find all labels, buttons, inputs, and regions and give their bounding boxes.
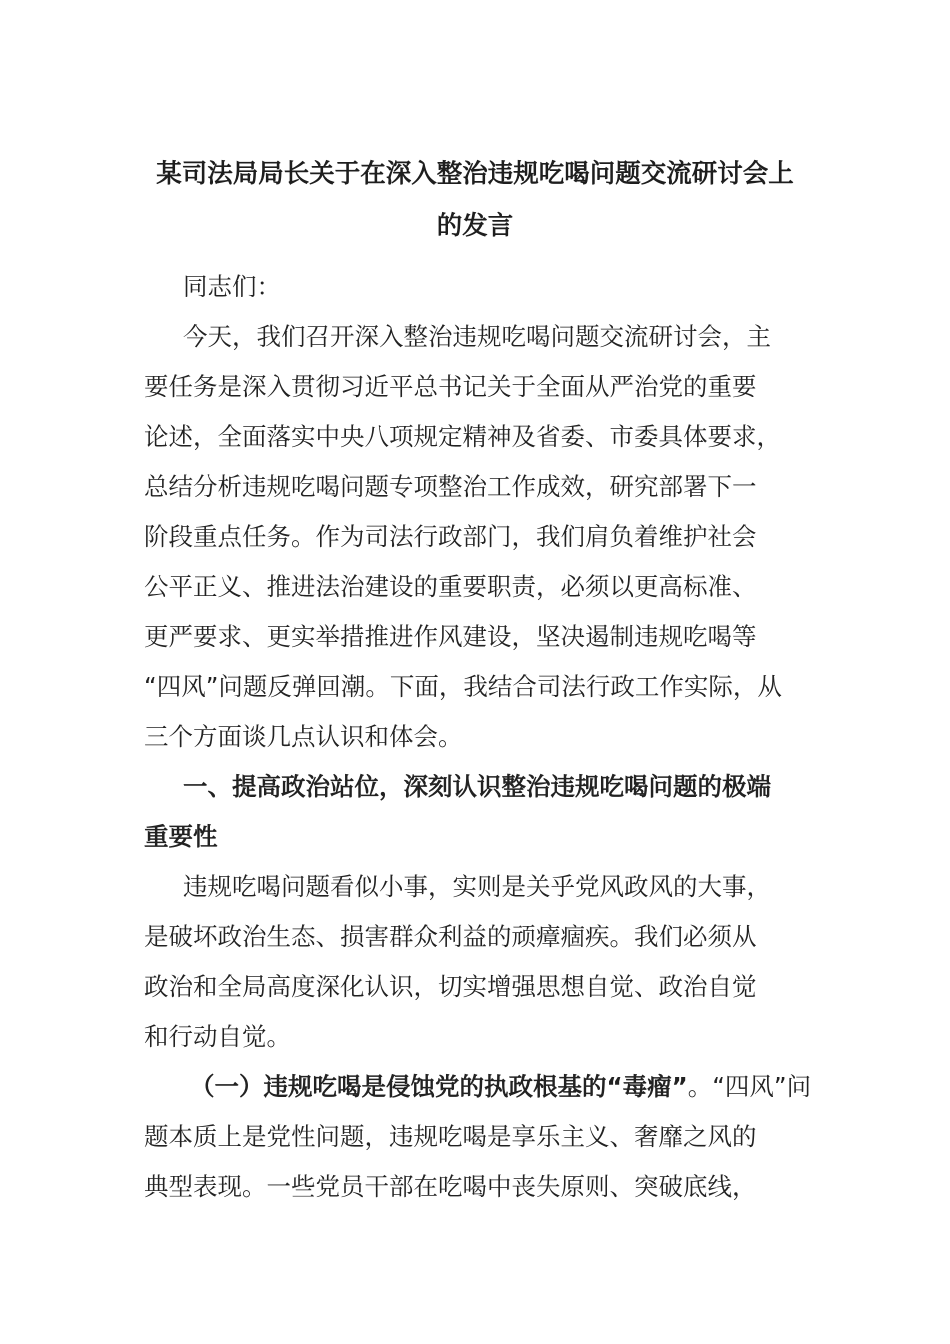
subsection-paragraph [144,1062,812,1212]
title-line: 某司法局局长关于在深入整治违规吃喝问题交流研讨会上 [156,159,794,189]
text-line: 要任务是深入贯彻习近平总书记关于全面从严治党的重要 [144,372,757,401]
title-line: 的发言 [436,211,514,241]
section-heading [144,762,806,862]
heading-line: 一、提高政治站位，深刻认识整治违规吃喝问题的极端 [183,772,771,801]
greeting-paragraph [144,262,806,312]
text-line: 和行动自觉。 [144,1022,291,1051]
text-line: 题本质上是党性问题，违规吃喝是享乐主义、奢靡之风的 [144,1122,757,1151]
subsection-lead-rest: 。“四风”问 [687,1072,812,1101]
subsection-lead-line [144,1062,812,1112]
document-title [144,148,806,252]
subsection-heading: （一）违规吃喝是侵蚀党的执政根基的“毒瘤” [190,1072,688,1101]
text-line: 三个方面谈几点认识和体会。 [144,722,463,751]
text-line: 政治和全局高度深化认识，切实增强思想自觉、政治自觉 [144,972,757,1001]
greeting-text: 同志们： [183,272,281,301]
text-line: 典型表现。一些党员干部在吃喝中丧失原则、突破底线， [144,1172,757,1201]
text-line: “四风”问题反弹回潮。下面，我结合司法行政工作实际，从 [144,672,782,701]
text-line: 总结分析违规吃喝问题专项整治工作成效，研究部署下一 [144,472,757,501]
text-line: 今天，我们召开深入整治违规吃喝问题交流研讨会，主 [183,322,771,351]
text-line: 论述，全面落实中央八项规定精神及省委、市委具体要求， [144,422,781,451]
heading-line: 重要性 [144,822,218,851]
section-body-paragraph [144,862,806,1062]
text-line: 更严要求、更实举措推进作风建设，坚决遏制违规吃喝等 [144,622,757,651]
text-line: 是破坏政治生态、损害群众利益的顽瘴痼疾。我们必须从 [144,922,757,951]
text-line: 公平正义、推进法治建设的重要职责，必须以更高标准、 [144,572,757,601]
document-page [144,148,812,1212]
text-line: 违规吃喝问题看似小事，实则是关乎党风政风的大事， [183,872,771,901]
text-line: 阶段重点任务。作为司法行政部门，我们肩负着维护社会 [144,522,757,551]
intro-paragraph [144,312,806,762]
